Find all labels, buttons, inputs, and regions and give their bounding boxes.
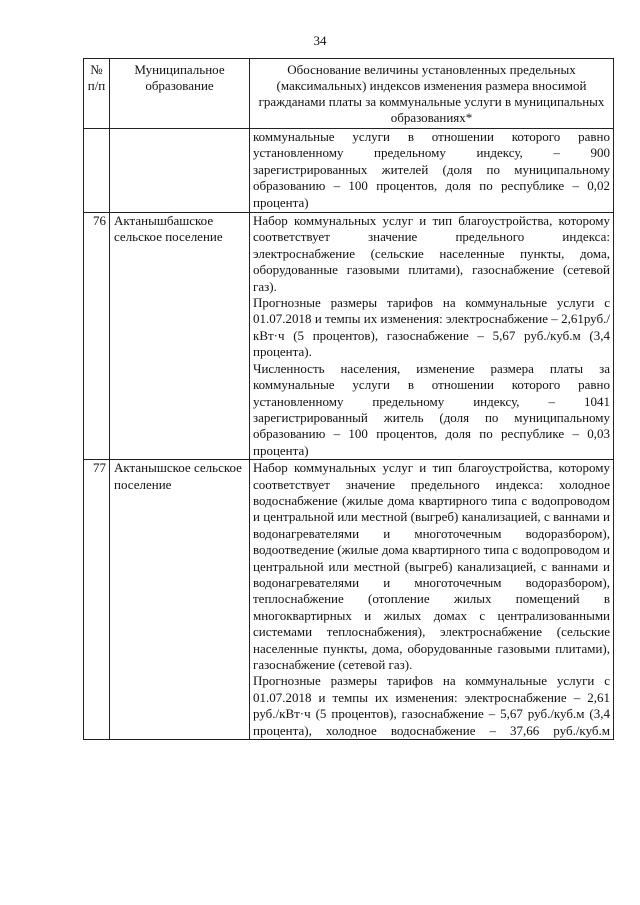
- row-municipality: [110, 129, 250, 213]
- table-row: [84, 129, 614, 213]
- row-number: [84, 129, 110, 213]
- header-num: № п/п: [84, 59, 110, 129]
- table-row: [84, 213, 614, 460]
- table-row: [84, 460, 614, 740]
- page-number: 34: [313, 33, 327, 48]
- row-municipality: Актанышское сельское поселение: [110, 460, 250, 740]
- row-municipality: Актанышбашское сельское поселение: [110, 213, 250, 460]
- table-header-row: [84, 59, 614, 129]
- row-justification: [250, 129, 614, 213]
- justification-paragraph: Набор коммунальных услуг и тип благоустройства, которому соответствует значение предельного индекса: холодное водоснабжение (жилые дома квартирного типа с водопроводом и центральной или местной (выгреб) канализацией, с ваннами и водонагревателями и многоточечным водоразбором), водоотведение (жилые дома квартирного типа с водопроводом и центральной или местной (выгреб) канализацией, с ваннами и водонагревателями и многоточечным водоразбором), теплоснабжение (отопление жилых помещений в многоквартирных и жилых домах с централизованными системами теплоснабжения), электроснабжение (сельские населенные пункты, дома, оборудованные газовыми плитами), газоснабжение (сетевой газ).: [253, 460, 610, 672]
- justification-paragraph: Набор коммунальных услуг и тип благоустройства, которому соответствует значение предельного индекса: электроснабжение (сельские населенные пункты, дома, оборудованные газовыми плитами), газоснабжение (сетевой газ).: [253, 213, 610, 294]
- row-number: 77: [84, 460, 110, 740]
- header-justification: Обоснование величины установленных предельных (максимальных) индексов изменения размера вносимой гражданами платы за коммунальные услуги в муниципальных образованиях*: [250, 59, 614, 129]
- tariff-index-table: [83, 58, 614, 740]
- header-municipality: Муниципальное образование: [110, 59, 250, 129]
- justification-paragraph: Численность населения, изменение размера платы за коммунальные услуги в отношении которого равно установленному предельному индексу, – 1041 зарегистрированный житель (доля по муниципальному образованию – 100 процентов, доля по республике – 0,03 процента): [253, 360, 610, 458]
- justification-paragraph: Прогнозные размеры тарифов на коммунальные услуги с 01.07.2018 и темпы их изменения: электроснабжение – 2,61 руб./кВт·ч (5 процентов), газоснабжение – 5,67 руб./куб.м (3,4 процента), холодное водоснабжение – 37,66 руб./куб.м: [253, 673, 610, 738]
- row-number: 76: [84, 213, 110, 460]
- row-justification: [250, 213, 614, 460]
- row-justification: [250, 460, 614, 740]
- justification-paragraph: коммунальные услуги в отношении которого равно установленному предельному индексу, – 900 зарегистрированных жителей (доля по муниципальному образованию – 100 процентов, доля по республике – 0,02 процента): [253, 129, 610, 210]
- justification-paragraph: Прогнозные размеры тарифов на коммунальные услуги с 01.07.2018 и темпы их изменения: электроснабжение – 2,61руб./кВт·ч (5 процентов), газоснабжение – 5,67 руб./куб.м (3,4 процента).: [253, 295, 610, 360]
